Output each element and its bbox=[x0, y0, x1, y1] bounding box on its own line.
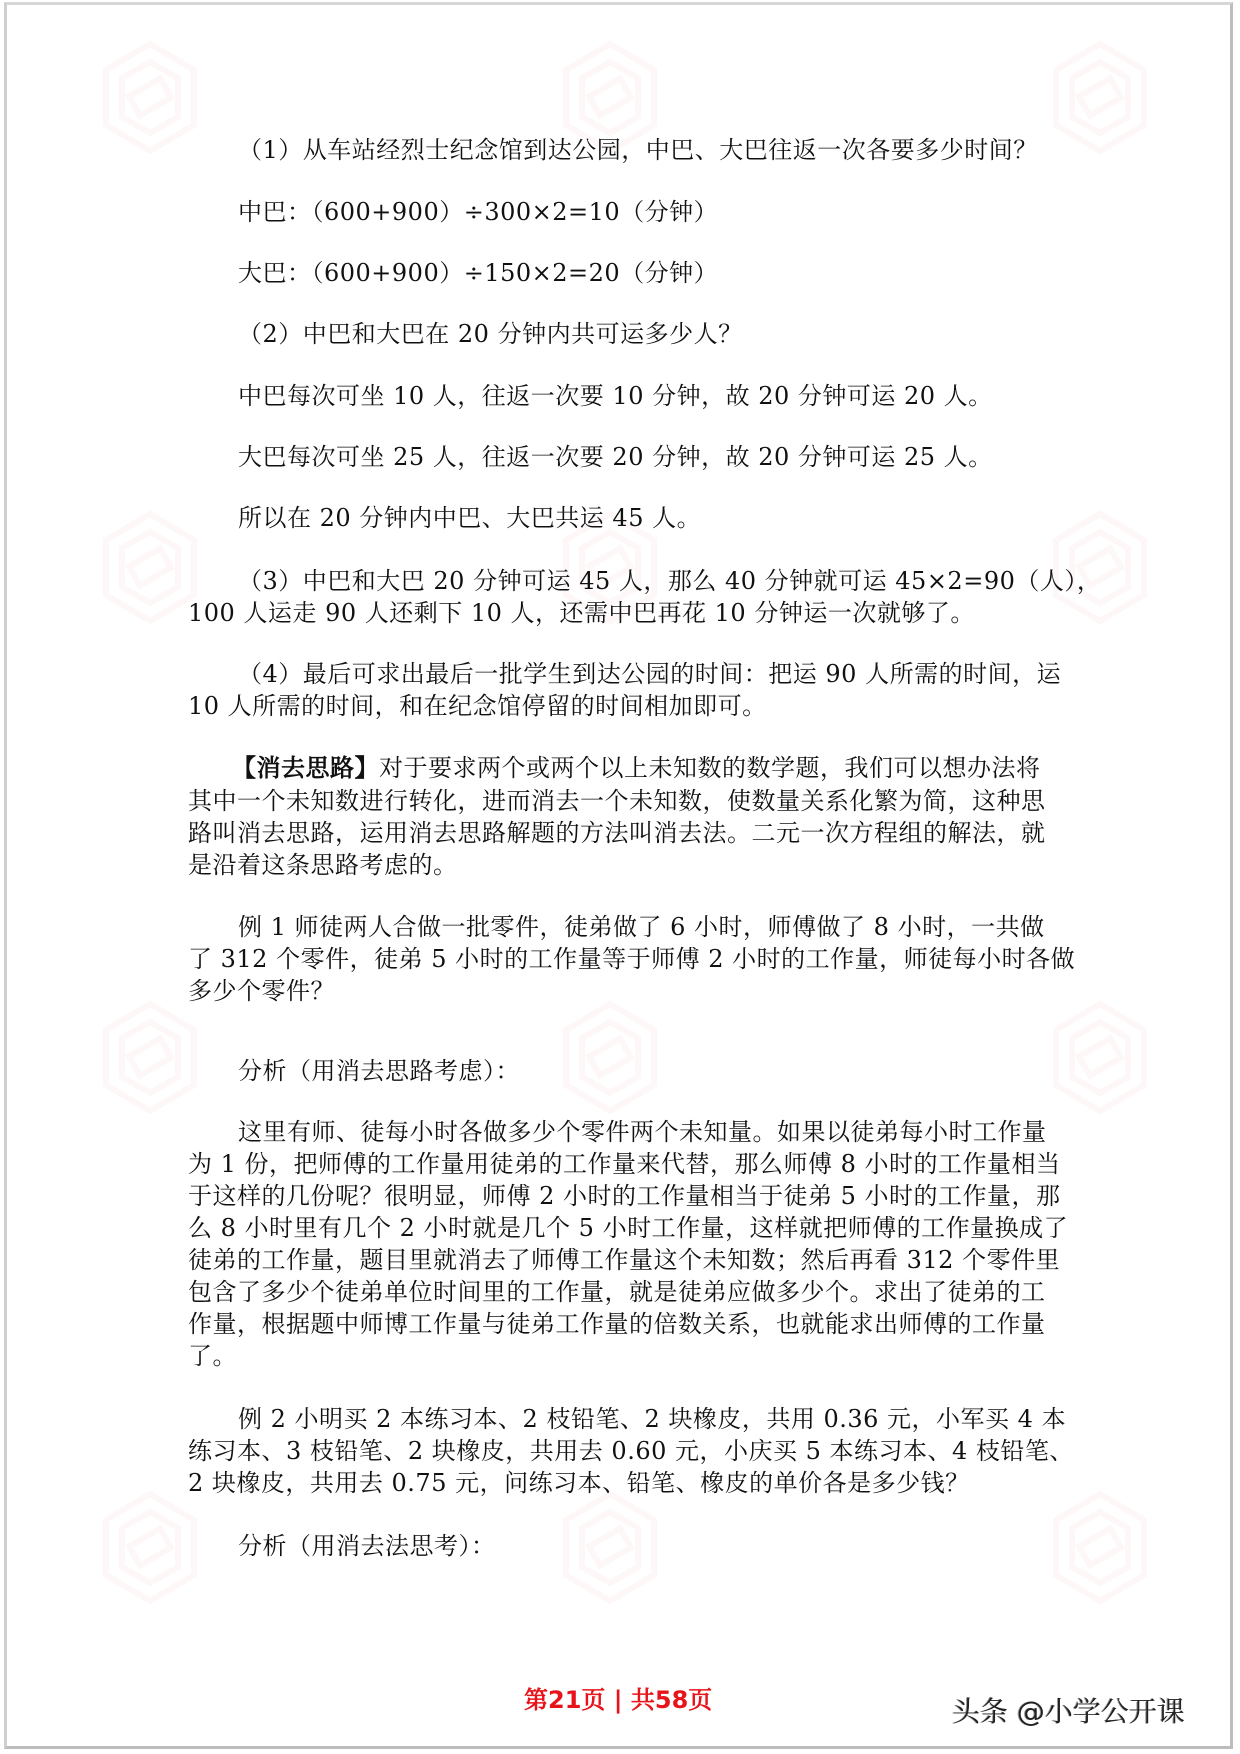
question-4: （4）最后可求出最后一批学生到达公园的时间：把运 90 人所需的时间，运 bbox=[238, 660, 1062, 688]
hexagon-watermark-icon bbox=[560, 1000, 660, 1115]
section-heading: 【消去思路】 bbox=[232, 754, 379, 782]
example-1-line: 多少个零件？ bbox=[188, 977, 335, 1005]
hexagon-watermark-icon bbox=[1050, 1490, 1150, 1605]
analysis-1-line: 于这样的几份呢？很明显，师傅 2 小时的工作量相当于徒弟 5 小时的工作量，那 bbox=[188, 1182, 1061, 1210]
hexagon-watermark-icon bbox=[100, 1490, 200, 1605]
analysis-2-label: 分析（用消去法思考）： bbox=[238, 1532, 496, 1560]
paragraph-line: 100 人运走 90 人还剩下 10 人，还需中巴再花 10 分钟运一次就够了。 bbox=[188, 599, 975, 627]
analysis-1-line: 包含了多少个徒弟单位时间里的工作量，就是徒弟应做多少个。求出了徒弟的工 bbox=[188, 1278, 1046, 1306]
hexagon-watermark-icon bbox=[100, 1000, 200, 1115]
hexagon-watermark-icon bbox=[100, 510, 200, 625]
example-2-line: 例 2 小明买 2 本练习本、2 枝铅笔、2 块橡皮，共用 0.36 元，小军买 4 本 bbox=[238, 1405, 1067, 1433]
hexagon-watermark-icon bbox=[100, 40, 200, 155]
analysis-1-label: 分析（用消去思路考虑）： bbox=[238, 1057, 520, 1085]
paragraph-line: 其中一个未知数进行转化，进而消去一个未知数，使数量关系化繁为简，这种思 bbox=[188, 787, 1046, 815]
analysis-1-line: 徒弟的工作量，题目里就消去了师傅工作量这个未知数；然后再看 312 个零件里 bbox=[188, 1246, 1061, 1274]
hexagon-watermark-icon bbox=[1050, 40, 1150, 155]
example-2-line: 2 块橡皮，共用去 0.75 元，问练习本、铅笔、橡皮的单价各是多少钱？ bbox=[188, 1469, 970, 1497]
question-1: （1）从车站经烈士纪念馆到达公园，中巴、大巴往返一次各要多少时间？ bbox=[238, 136, 1038, 164]
answer-line: 中巴每次可坐 10 人，往返一次要 10 分钟，故 20 分钟可运 20 人。 bbox=[238, 382, 993, 410]
answer-line: 所以在 20 分钟内中巴、大巴共运 45 人。 bbox=[238, 504, 702, 532]
hexagon-watermark-icon bbox=[560, 1490, 660, 1605]
example-1-line: 了 312 个零件，徒弟 5 小时的工作量等于师傅 2 小时的工作量，师徒每小时各做 bbox=[188, 945, 1076, 973]
paragraph-line: 10 人所需的时间，和在纪念馆停留的时间相加即可。 bbox=[188, 692, 767, 720]
paragraph-line: 是沿着这条思路考虑的。 bbox=[188, 851, 458, 879]
hexagon-watermark-icon bbox=[1050, 1000, 1150, 1115]
example-1-line: 例 1 师徒两人合做一批零件，徒弟做了 6 小时，师傅做了 8 小时，一共做 bbox=[238, 913, 1045, 941]
analysis-1-line: 这里有师、徒每小时各做多少个零件两个未知量。如果以徒弟每小时工作量 bbox=[238, 1118, 1047, 1146]
answer-line: 大巴：（600+900）÷150×2=20（分钟） bbox=[238, 259, 719, 287]
paragraph-line: 路叫消去思路，运用消去思路解题的方法叫消去法。二元一次方程组的解法，就 bbox=[188, 819, 1046, 847]
page-indicator: 第21页 | 共58页 bbox=[524, 1686, 713, 1714]
example-2-line: 练习本、3 枝铅笔、2 块橡皮，共用去 0.60 元，小庆买 5 本练习本、4 枝铅笔、 bbox=[188, 1437, 1074, 1465]
section-first-line: 【消去思路】对于要求两个或两个以上未知数的数学题，我们可以想办法将 bbox=[232, 754, 1041, 782]
analysis-1-line: 么 8 小时里有几个 2 小时就是几个 5 小时工作量，这样就把师傅的工作量换成了 bbox=[188, 1214, 1069, 1242]
answer-line: 大巴每次可坐 25 人，往返一次要 20 分钟，故 20 分钟可运 25 人。 bbox=[238, 443, 993, 471]
answer-line: 中巴：（600+900）÷300×2=10（分钟） bbox=[238, 198, 719, 226]
analysis-1-line: 了。 bbox=[188, 1342, 237, 1370]
analysis-1-line: 作量，根据题中师博工作量与徒弟工作量的倍数关系，也就能求出师傅的工作量 bbox=[188, 1310, 1046, 1338]
analysis-1-line: 为 1 份，把师傅的工作量用徒弟的工作量来代替，那么师傅 8 小时的工作量相当 bbox=[188, 1150, 1061, 1178]
question-2: （2）中巴和大巴在 20 分钟内共可运多少人？ bbox=[238, 320, 743, 348]
question-3: （3）中巴和大巴 20 分钟可运 45 人，那么 40 分钟就可运 45×2=90（人）， bbox=[238, 567, 1102, 595]
brand-watermark: 头条 @小学公开课 bbox=[952, 1695, 1185, 1728]
